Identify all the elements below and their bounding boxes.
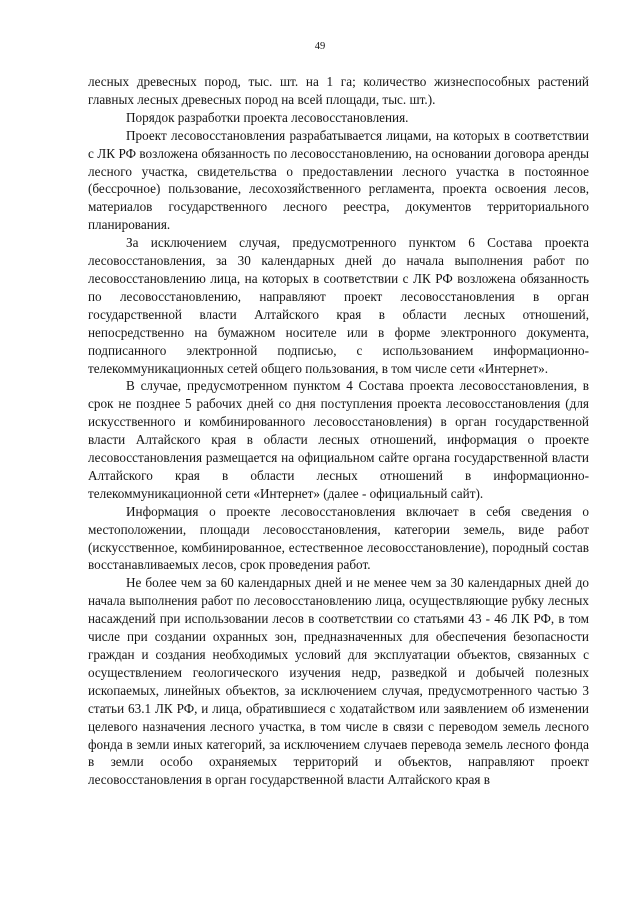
paragraph: Не более чем за 60 календарных дней и не менее чем за 30 календарных дней до начала выполнения работ по лесовосстановлению лица, осуществляющие рубку лесных насаждений при использовании лесов в соответствии со статьями 43 - 46 ЛК РФ, в том числе при создании охранных зон, предназначенных для обеспечения безопасности граждан и создания необходимых условий для эксплуатации объектов, связанных с осуществлением геологического изучения недр, разведкой и добычей полезных ископаемых, линейных объектов, за исключением случая, предусмотренного частью 3 статьи 63.1 ЛК РФ, и лица, обратившиеся с ходатайством или заявлением об изменении целевого назначения лесного участка, в том числе в связи с переводом земель лесного фонда в земли иных категорий, за исключением случаев перевода земель лесного фонда в земли особо охраняемых территорий и объектов, направляют проект лесовосстановления в орган государственной власти Алтайского края в: [88, 575, 589, 788]
page-number: 49: [314, 41, 326, 52]
paragraph-heading-procedure: Порядок разработки проекта лесовосстановления.: [126, 109, 409, 125]
paragraph-continuation: лесных древесных пород, тыс. шт. на 1 га; количество жизнеспособных растений главных лесных древесных пород на всей площади, тыс. шт.).: [88, 74, 589, 107]
paragraph: Проект лесовосстановления разрабатывается лицами, на которых в соответствии с ЛК РФ возложена обязанность по лесовосстановлению, на основании договора аренды лесного участка, свидетельства о предоставлении лесного участка в постоянное (бессрочное) пользование, лесохозяйственного регламента, проекта освоения лесов, материалов государственного лесного реестра, документов территориального планирования.: [88, 127, 589, 233]
paragraph: Информация о проекте лесовосстановления включает в себя сведения о местоположении, площади лесовосстановления, категории земель, виде работ (искусственное, комбинированное, естественное лесовосстановление), породный состав восстанавливаемых лесов, срок проведения работ.: [88, 503, 589, 573]
paragraph: В случае, предусмотренном пунктом 4 Состава проекта лесовосстановления, в срок не позднее 5 рабочих дней со дня поступления проекта лесовосстановления (для искусственного и комбинированного лесовосстановления) в орган государственной власти Алтайского края в области лесных отношений, информация о проекте лесовосстановления размещается на официальном сайте органа государственной власти Алтайского края в области лесных отношений в информационно-телекоммуникационной сети «Интернет» (далее - официальный сайт).: [88, 378, 589, 501]
paragraph: За исключением случая, предусмотренного пунктом 6 Состава проекта лесовосстановления, за 30 календарных дней до начала выполнения работ по лесовосстановлению лица, на которых в соответствии с ЛК РФ возложена обязанность по лесовосстановлению, направляют проект лесовосстановления в орган государственной власти Алтайского края в области лесных отношений, непосредственно на бумажном носителе или в форме электронного документа, подписанного электронной подписью, с использованием информационно-телекоммуникационных сетей общего пользования, в том числе сети «Интернет».: [88, 235, 589, 376]
page-body: [88, 73, 589, 789]
